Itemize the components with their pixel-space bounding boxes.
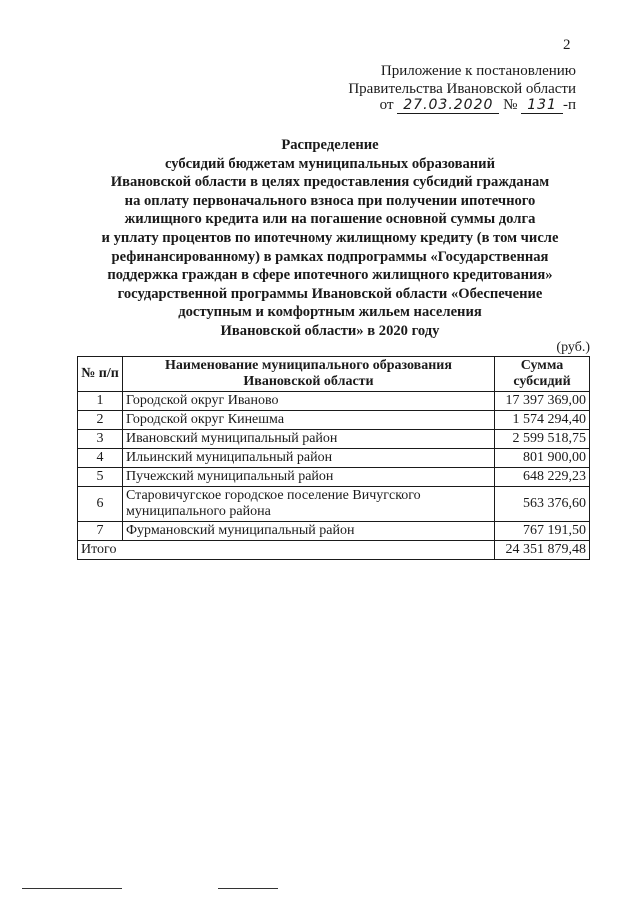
title-line: и уплату процентов по ипотечному жилищному кредиту (в том числе: [101, 229, 559, 246]
row-num: 5: [78, 468, 123, 487]
decree-number: 131: [521, 97, 563, 114]
decree-reference: [330, 97, 576, 114]
page-number: 2: [563, 37, 571, 53]
table-header-row: [78, 357, 590, 392]
row-sum: 17 397 369,00: [495, 392, 590, 411]
appendix-line-1: Приложение к постановлению: [380, 63, 576, 79]
decree-from-label: от: [379, 97, 394, 113]
row-name: Ильинский муниципальный район: [123, 449, 495, 468]
decree-date: 27.03.2020: [397, 97, 499, 114]
footer-line-right: [218, 888, 278, 889]
table-row: [78, 392, 590, 411]
title-line: рефинансированному) в рамках подпрограммы «Государственная: [111, 248, 549, 265]
header-sum: Сумма субсидий: [495, 357, 590, 392]
total-sum: 24 351 879,48: [495, 541, 590, 560]
subsidy-table: [77, 356, 590, 560]
table-total-row: [78, 541, 590, 560]
row-name: Фурмановский муниципальный район: [123, 522, 495, 541]
row-sum: 1 574 294,40: [495, 411, 590, 430]
footer-divider: [22, 888, 282, 890]
appendix-line-2: Правительства Ивановской области: [348, 81, 576, 97]
row-num: 6: [78, 487, 123, 522]
row-sum: 801 900,00: [495, 449, 590, 468]
title-line: субсидий бюджетам муниципальных образований: [165, 155, 495, 172]
table-row: [78, 468, 590, 487]
total-label: Итого: [78, 541, 495, 560]
row-num: 2: [78, 411, 123, 430]
title-line: поддержка граждан в сфере ипотечного жилищного кредитования»: [107, 267, 553, 284]
row-name: Ивановский муниципальный район: [123, 430, 495, 449]
currency-note: (руб.): [556, 340, 590, 355]
document-title: [40, 136, 620, 341]
row-num: 4: [78, 449, 123, 468]
title-line: Распределение: [281, 137, 379, 153]
title-line: государственной программы Ивановской области «Обеспечение: [117, 285, 543, 302]
decree-number-label: №: [503, 97, 518, 113]
decree-suffix: -п: [562, 97, 576, 113]
table-row: [78, 449, 590, 468]
title-line: на оплату первоначального взноса при получении ипотечного: [124, 192, 536, 209]
header-name: Наименование муниципального образования Ивановской области: [123, 357, 495, 392]
title-line: доступным и комфортным жильем населения: [178, 304, 482, 321]
row-num: 7: [78, 522, 123, 541]
row-name: Старовичугское городское поселение Вичугского муниципального района: [123, 487, 495, 522]
row-num: 3: [78, 430, 123, 449]
title-line: Ивановской области» в 2020 году: [220, 322, 440, 339]
footer-line-left: [22, 888, 122, 889]
appendix-header: [330, 62, 576, 98]
row-name: Городской округ Иваново: [123, 392, 495, 411]
table-row: [78, 522, 590, 541]
row-sum: 563 376,60: [495, 487, 590, 522]
title-line: жилищного кредита или на погашение основной суммы долга: [124, 211, 536, 228]
table-row: [78, 430, 590, 449]
row-sum: 648 229,23: [495, 468, 590, 487]
row-name: Городской округ Кинешма: [123, 411, 495, 430]
row-sum: 767 191,50: [495, 522, 590, 541]
row-sum: 2 599 518,75: [495, 430, 590, 449]
row-name: Пучежский муниципальный район: [123, 468, 495, 487]
table-row: [78, 487, 590, 522]
row-num: 1: [78, 392, 123, 411]
header-num: № п/п: [78, 357, 123, 392]
table-row: [78, 411, 590, 430]
title-line: Ивановской области в целях предоставления субсидий гражданам: [110, 174, 550, 191]
